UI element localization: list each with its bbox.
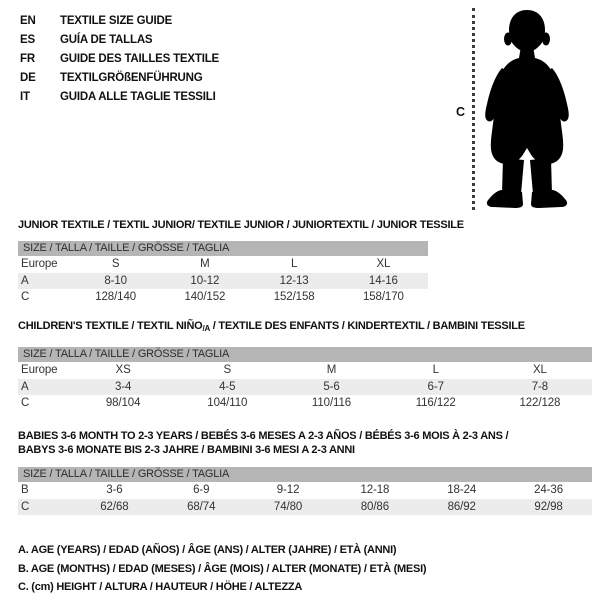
language-list <box>20 12 219 107</box>
size-cell: XS <box>115 364 131 376</box>
height-cell: 122/128 <box>519 397 561 409</box>
height-cell: 152/158 <box>273 291 315 303</box>
section-title-text: CHILDREN'S TEXTILE / TEXTIL NIÑO <box>18 320 203 332</box>
table-row-age <box>18 273 428 289</box>
header-area <box>0 0 600 213</box>
table-row-age-months <box>18 482 592 499</box>
table-size-header: SIZE / TALLA / TAILLE / GRÖSSE / TAGLIA <box>18 241 428 256</box>
height-cell: 128/140 <box>95 291 137 303</box>
height-cell: 116/122 <box>415 397 456 409</box>
section-title-line2: BABYS 3-6 MONATE BIS 2-3 JAHRE / BAMBINI 3-6 MESI A 2-3 ANNI <box>18 444 355 456</box>
age-cell: 12-13 <box>279 275 309 287</box>
language-title: GUIDE DES TAILLES TEXTILE <box>60 53 219 65</box>
language-title: TEXTILGRÖßENFÜHRUNG <box>60 72 203 84</box>
language-title: GUIDA ALLE TAGLIE TESSILI <box>60 91 216 103</box>
language-row-fr <box>20 50 219 69</box>
age-cell: 14-16 <box>368 275 398 287</box>
height-cell: 110/116 <box>311 397 352 409</box>
language-code: DE <box>20 72 36 84</box>
baby-silhouette-image <box>480 8 580 213</box>
size-cell: XL <box>376 258 391 270</box>
height-cell: 68/74 <box>187 501 216 513</box>
language-code: EN <box>20 15 36 27</box>
age-cell: 5-6 <box>323 381 340 393</box>
age-cell: 18-24 <box>447 484 477 496</box>
age-cell: 6-9 <box>193 484 210 496</box>
height-cell: 92/98 <box>534 501 563 513</box>
section-title-subscript: /A <box>202 324 210 333</box>
section-title <box>18 320 592 335</box>
table-row-age <box>18 379 592 395</box>
language-row-it <box>20 88 219 107</box>
height-cell: 158/170 <box>362 291 404 303</box>
age-cell: 6-7 <box>427 381 444 393</box>
age-cell: 12-18 <box>360 484 390 496</box>
legend-age-years: A. AGE (YEARS) / EDAD (AÑOS) / ÂGE (ANS) / ALTER (JAHRE) / ETÀ (ANNI) <box>18 544 397 556</box>
language-row-es <box>20 31 219 50</box>
height-cell: 104/110 <box>207 397 248 409</box>
section-junior-textile <box>0 219 600 306</box>
size-cell: L <box>290 258 298 270</box>
size-cell: M <box>326 364 337 376</box>
language-code: IT <box>20 91 30 103</box>
age-cell: 4-5 <box>219 381 236 393</box>
row-label: C <box>21 291 30 303</box>
height-cell: 86/92 <box>447 501 476 513</box>
row-label: C <box>21 397 30 409</box>
language-row-de <box>20 69 219 88</box>
size-cell: S <box>223 364 232 376</box>
section-title-text: / TEXTILE DES ENFANTS / KINDERTEXTIL / BAMBINI TESSILE <box>209 320 525 332</box>
language-code: ES <box>20 34 35 46</box>
language-code: FR <box>20 53 35 65</box>
section-children-textile <box>0 320 600 412</box>
age-cell: 3-6 <box>106 484 123 496</box>
table-row-height <box>18 395 592 412</box>
section-title <box>18 429 592 457</box>
age-cell: 7-8 <box>531 381 549 393</box>
size-cell: M <box>200 258 210 270</box>
age-cell: 9-12 <box>276 484 300 496</box>
row-label: C <box>21 501 30 513</box>
age-cell: 10-12 <box>190 275 220 287</box>
language-row-en <box>20 12 219 31</box>
row-label: Europe <box>21 364 58 376</box>
height-cell: 98/104 <box>105 397 141 409</box>
language-title: GUÍA DE TALLAS <box>60 34 153 46</box>
size-cell: L <box>432 364 439 376</box>
legend-age-months: B. AGE (MONTHS) / EDAD (MESES) / ÂGE (MOIS) / ALTER (MONATE) / ETÀ (MESI) <box>18 562 427 575</box>
row-label: B <box>21 484 29 496</box>
row-label: A <box>21 275 29 287</box>
table-row-height <box>18 499 592 515</box>
children-size-table <box>18 347 592 412</box>
section-babies-textile <box>0 429 600 515</box>
table-row-europe <box>18 256 428 273</box>
age-cell: 3-4 <box>114 381 132 393</box>
row-label: Europe <box>21 258 58 270</box>
height-cell: 80/86 <box>360 501 390 513</box>
section-title-line1: BABIES 3-6 MONTH TO 2-3 YEARS / BEBÉS 3-6 MESES A 2-3 AÑOS / BÉBÉS 3-6 MOIS À 2-3 ANS / <box>18 430 509 442</box>
table-row-europe <box>18 362 592 379</box>
junior-size-table <box>18 241 428 306</box>
size-cell: XL <box>532 364 547 376</box>
section-title: JUNIOR TEXTILE / TEXTIL JUNIOR/ TEXTILE JUNIOR / JUNIORTEXTIL / JUNIOR TESSILE <box>18 219 464 231</box>
height-cell: 62/68 <box>100 501 129 513</box>
height-cell: 140/152 <box>184 291 226 303</box>
legend-height-cm: C. (cm) HEIGHT / ALTURA / HAUTEUR / HÖHE / ALTEZZA <box>18 581 303 593</box>
size-cell: S <box>111 258 120 270</box>
row-label: A <box>21 381 29 393</box>
table-size-header: SIZE / TALLA / TAILLE / GRÖSSE / TAGLIA <box>18 467 592 482</box>
language-title: TEXTILE SIZE GUIDE <box>60 15 173 27</box>
table-size-header: SIZE / TALLA / TAILLE / GRÖSSE / TAGLIA <box>18 347 592 362</box>
measure-legend <box>0 541 600 597</box>
babies-size-table <box>18 467 592 515</box>
height-cell: 74/80 <box>273 501 303 513</box>
age-cell: 8-10 <box>104 275 127 287</box>
table-row-height <box>18 289 428 306</box>
height-measure-label: C <box>456 105 466 119</box>
height-dotted-line <box>472 8 475 210</box>
age-cell: 24-36 <box>534 484 564 496</box>
